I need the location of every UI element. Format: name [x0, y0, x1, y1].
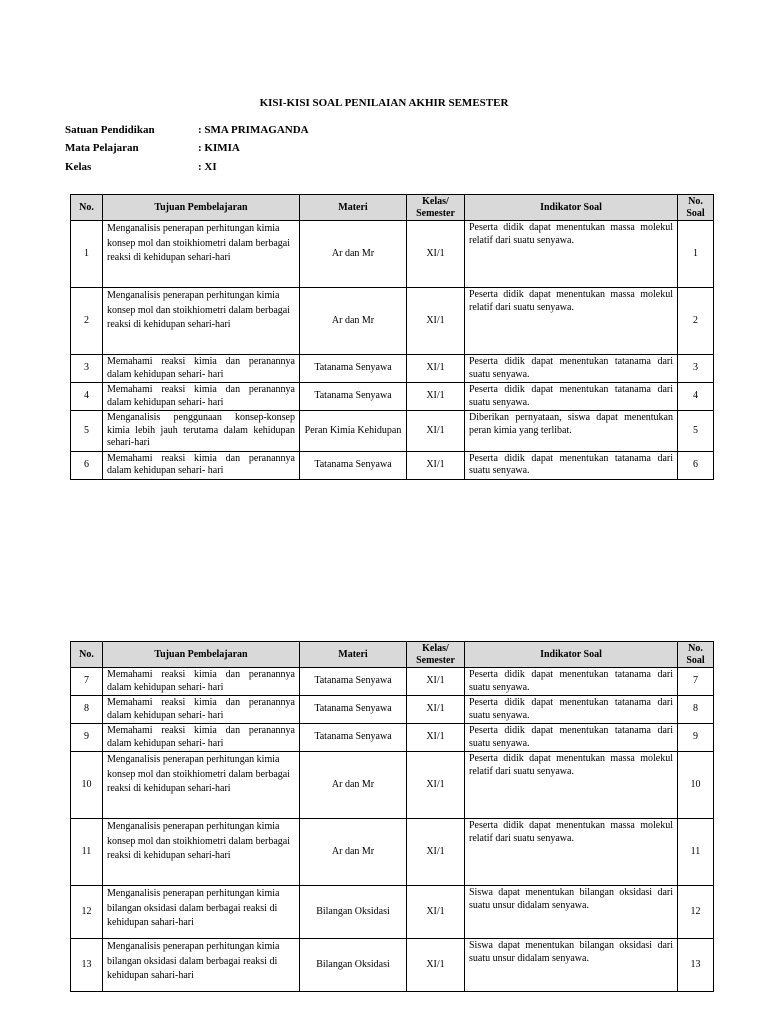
soal-number: 13 — [678, 939, 714, 992]
header-kelas-semester — [407, 642, 465, 668]
kelas-cell: XI/1 — [407, 724, 465, 752]
indikator-cell: Peserta didik dapat menentukan massa molekul relatif dari suatu senyawa. — [465, 752, 678, 819]
info-satuan-pendidikan — [65, 124, 309, 136]
row-number: 13 — [71, 939, 103, 992]
indikator-cell: Peserta didik dapat menentukan massa molekul relatif dari suatu senyawa. — [465, 221, 678, 288]
kisi-kisi-table-2 — [70, 641, 714, 992]
header-indikator: Indikator Soal — [465, 642, 678, 668]
row-number: 9 — [71, 724, 103, 752]
indikator-cell: Peserta didik dapat menentukan massa molekul relatif dari suatu senyawa. — [465, 288, 678, 355]
soal-number: 2 — [678, 288, 714, 355]
tujuan-cell: Menganalisis penerapan perhitungan kimia konsep mol dan stoikhiometri dalam berbagai reaksi di kehidupan sehari-hari — [103, 752, 300, 819]
info-label: Mata Pelajaran — [65, 142, 139, 154]
info-mata-pelajaran — [65, 142, 240, 154]
indikator-cell: Peserta didik dapat menentukan tatanama dari suatu senyawa. — [465, 668, 678, 696]
soal-number: 9 — [678, 724, 714, 752]
header-materi: Materi — [300, 642, 407, 668]
tujuan-cell: Menganalisis penerapan perhitungan kimia konsep mol dan stoikhiometri dalam berbagai reaksi di kehidupan sehari-hari — [103, 221, 300, 288]
soal-number: 12 — [678, 886, 714, 939]
kelas-cell: XI/1 — [407, 886, 465, 939]
table-row — [71, 668, 714, 696]
document-title: KISI-KISI SOAL PENILAIAN AKHIR SEMESTER — [259, 97, 509, 109]
kelas-cell: XI/1 — [407, 383, 465, 411]
soal-number: 8 — [678, 696, 714, 724]
row-number: 10 — [71, 752, 103, 819]
tujuan-cell: Menganalisis penerapan perhitungan kimia konsep mol dan stoikhiometri dalam berbagai reaksi di kehidupan sehari-hari — [103, 288, 300, 355]
row-number: 12 — [71, 886, 103, 939]
table-row — [71, 411, 714, 452]
table-row — [71, 288, 714, 355]
row-number: 4 — [71, 383, 103, 411]
tujuan-cell: Menganalisis penerapan perhitungan kimia bilangan oksidasi dalam berbagai reaksi di kehidupan sahari-hari — [103, 886, 300, 939]
header-no: No. — [71, 195, 103, 221]
soal-number: 10 — [678, 752, 714, 819]
soal-number: 6 — [678, 451, 714, 479]
indikator-cell: Siswa dapat menentukan bilangan oksidasi dari suatu unsur didalam senyawa. — [465, 939, 678, 992]
header-no: No. — [71, 642, 103, 668]
header-no-soal — [678, 195, 714, 221]
tujuan-cell: Memahami reaksi kimia dan peranannya dalam kehidupan sehari- hari — [103, 355, 300, 383]
kelas-cell: XI/1 — [407, 411, 465, 452]
materi-cell: Tatanama Senyawa — [300, 724, 407, 752]
kelas-cell: XI/1 — [407, 752, 465, 819]
tujuan-cell: Memahami reaksi kimia dan peranannya dalam kehidupan sehari- hari — [103, 451, 300, 479]
info-value: : SMA PRIMAGANDA — [198, 124, 309, 136]
indikator-cell: Peserta didik dapat menentukan massa molekul relatif dari suatu senyawa. — [465, 819, 678, 886]
materi-cell: Tatanama Senyawa — [300, 383, 407, 411]
materi-cell: Peran Kimia Kehidupan — [300, 411, 407, 452]
tujuan-cell: Memahami reaksi kimia dan peranannya dalam kehidupan sehari- hari — [103, 724, 300, 752]
header-kelas-line1: Kelas/ — [422, 643, 449, 654]
materi-cell: Tatanama Senyawa — [300, 696, 407, 724]
tujuan-cell: Menganalisis penggunaan konsep-konsep kimia lebih jauh terutama dalam kehidupan sehari-hari — [103, 411, 300, 452]
table-row — [71, 221, 714, 288]
info-kelas — [65, 161, 217, 173]
row-number: 5 — [71, 411, 103, 452]
indikator-cell: Peserta didik dapat menentukan tatanama dari suatu senyawa. — [465, 451, 678, 479]
kelas-cell: XI/1 — [407, 355, 465, 383]
indikator-cell: Peserta didik dapat menentukan tatanama dari suatu senyawa. — [465, 383, 678, 411]
row-number: 2 — [71, 288, 103, 355]
row-number: 3 — [71, 355, 103, 383]
header-no-soal — [678, 642, 714, 668]
materi-cell: Bilangan Oksidasi — [300, 939, 407, 992]
header-soal-line1: No. — [688, 196, 703, 207]
header-kelas-line2: Semester — [416, 207, 455, 219]
kelas-cell: XI/1 — [407, 819, 465, 886]
row-number: 1 — [71, 221, 103, 288]
soal-number: 7 — [678, 668, 714, 696]
kelas-cell: XI/1 — [407, 221, 465, 288]
soal-number: 3 — [678, 355, 714, 383]
header-materi: Materi — [300, 195, 407, 221]
materi-cell: Ar dan Mr — [300, 221, 407, 288]
table-row — [71, 886, 714, 939]
header-soal-line2: Soal — [686, 207, 705, 219]
materi-cell: Tatanama Senyawa — [300, 451, 407, 479]
tujuan-cell: Menganalisis penerapan perhitungan kimia konsep mol dan stoikhiometri dalam berbagai reaksi di kehidupan sehari-hari — [103, 819, 300, 886]
header-indikator: Indikator Soal — [465, 195, 678, 221]
materi-cell: Tatanama Senyawa — [300, 355, 407, 383]
kisi-kisi-table-1 — [70, 194, 714, 480]
header-soal-line2: Soal — [686, 654, 705, 666]
tujuan-cell: Menganalisis penerapan perhitungan kimia bilangan oksidasi dalam berbagai reaksi di kehidupan sahari-hari — [103, 939, 300, 992]
materi-cell: Tatanama Senyawa — [300, 668, 407, 696]
materi-cell: Ar dan Mr — [300, 288, 407, 355]
table-row — [71, 752, 714, 819]
tujuan-cell: Memahami reaksi kimia dan peranannya dalam kehidupan sehari- hari — [103, 383, 300, 411]
table-row — [71, 451, 714, 479]
row-number: 11 — [71, 819, 103, 886]
info-label: Kelas — [65, 161, 92, 173]
kelas-cell: XI/1 — [407, 668, 465, 696]
row-number: 8 — [71, 696, 103, 724]
kelas-cell: XI/1 — [407, 288, 465, 355]
table-row — [71, 939, 714, 992]
materi-cell: Bilangan Oksidasi — [300, 886, 407, 939]
kelas-cell: XI/1 — [407, 939, 465, 992]
header-kelas-line2: Semester — [416, 654, 455, 666]
header-kelas-semester — [407, 195, 465, 221]
info-value: : KIMIA — [198, 142, 240, 154]
indikator-cell: Peserta didik dapat menentukan tatanama dari suatu senyawa. — [465, 724, 678, 752]
materi-cell: Ar dan Mr — [300, 752, 407, 819]
table-row — [71, 383, 714, 411]
indikator-cell: Peserta didik dapat menentukan tatanama dari suatu senyawa. — [465, 696, 678, 724]
header-tujuan: Tujuan Pembelajaran — [103, 195, 300, 221]
indikator-cell: Siswa dapat menentukan bilangan oksidasi dari suatu unsur didalam senyawa. — [465, 886, 678, 939]
header-soal-line1: No. — [688, 643, 703, 654]
soal-number: 1 — [678, 221, 714, 288]
header-kelas-line1: Kelas/ — [422, 196, 449, 207]
soal-number: 5 — [678, 411, 714, 452]
row-number: 7 — [71, 668, 103, 696]
header-tujuan: Tujuan Pembelajaran — [103, 642, 300, 668]
tujuan-cell: Memahami reaksi kimia dan peranannya dalam kehidupan sehari- hari — [103, 668, 300, 696]
table-row — [71, 696, 714, 724]
indikator-cell: Diberikan pernyataan, siswa dapat menentukan peran kimia yang terlibat. — [465, 411, 678, 452]
table-row — [71, 724, 714, 752]
info-label: Satuan Pendidikan — [65, 124, 155, 136]
soal-number: 4 — [678, 383, 714, 411]
indikator-cell: Peserta didik dapat menentukan tatanama dari suatu senyawa. — [465, 355, 678, 383]
row-number: 6 — [71, 451, 103, 479]
table-row — [71, 355, 714, 383]
table-row — [71, 819, 714, 886]
kelas-cell: XI/1 — [407, 451, 465, 479]
materi-cell: Ar dan Mr — [300, 819, 407, 886]
tujuan-cell: Memahami reaksi kimia dan peranannya dalam kehidupan sehari- hari — [103, 696, 300, 724]
soal-number: 11 — [678, 819, 714, 886]
kelas-cell: XI/1 — [407, 696, 465, 724]
info-value: : XI — [198, 161, 217, 173]
